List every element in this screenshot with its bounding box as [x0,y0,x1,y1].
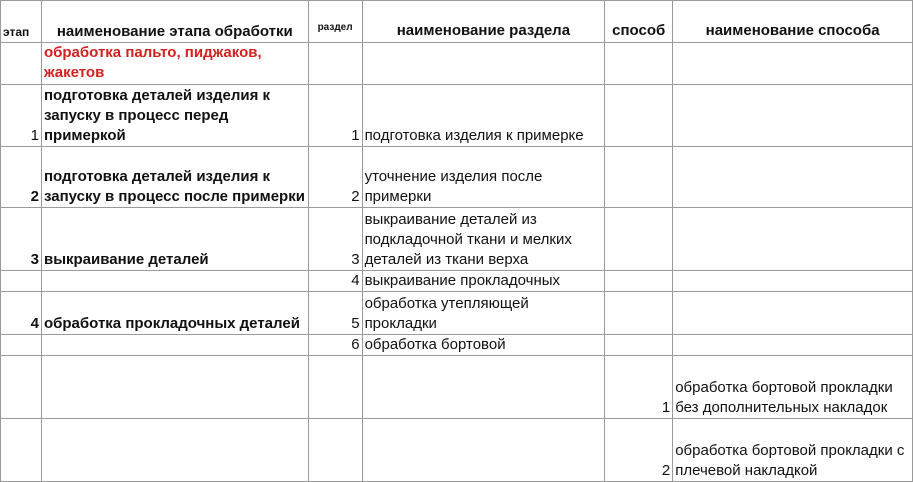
table-row [1,208,913,271]
cell-razdel: 5 [308,292,362,335]
cell-etap [1,43,42,85]
cell-etap-name: подготовка деталей изделия к запуску в процесс после примерки [41,147,308,208]
cell-etap-name [41,271,308,292]
cell-sposob-name [673,335,913,356]
cell-razdel: 3 [308,208,362,271]
header-razdel-name: наименование раздела [362,1,605,43]
cell-razdel-name: уточнение изделия после примерки [362,147,605,208]
cell-etap-name [41,356,308,419]
table-row [1,419,913,482]
header-etap-name: наименование этапа обработки [41,1,308,43]
cell-sposob: 1 [605,356,673,419]
cell-razdel-name: подготовка изделия к примерке [362,85,605,147]
cell-razdel-name [362,43,605,85]
cell-sposob [605,85,673,147]
cell-etap [1,419,42,482]
cell-razdel [308,419,362,482]
cell-razdel: 4 [308,271,362,292]
cell-etap: 2 [1,147,42,208]
cell-sposob-name [673,208,913,271]
cell-sposob-name [673,292,913,335]
cell-sposob [605,43,673,85]
cell-razdel-name [362,356,605,419]
header-row [1,1,913,43]
cell-sposob-name [673,85,913,147]
cell-razdel [308,43,362,85]
cell-sposob [605,292,673,335]
cell-etap: 1 [1,85,42,147]
cell-razdel: 2 [308,147,362,208]
cell-razdel: 6 [308,335,362,356]
cell-etap [1,335,42,356]
cell-razdel: 1 [308,85,362,147]
cell-etap-name [41,419,308,482]
cell-razdel-name [362,419,605,482]
cell-etap: 3 [1,208,42,271]
table-row [1,43,913,85]
cell-etap: 4 [1,292,42,335]
cell-sposob-name [673,147,913,208]
cell-etap-name: обработка прокладочных деталей [41,292,308,335]
cell-sposob: 2 [605,419,673,482]
cell-razdel [308,356,362,419]
header-sposob: способ [605,1,673,43]
cell-razdel-name: выкраивание прокладочных [362,271,605,292]
cell-sposob [605,335,673,356]
cell-etap-name: выкраивание деталей [41,208,308,271]
table-row [1,356,913,419]
cell-sposob [605,208,673,271]
cell-etap-name: подготовка деталей изделия к запуску в процесс перед примеркой [41,85,308,147]
table-row [1,292,913,335]
header-sposob-name: наименование способа [673,1,913,43]
table-row [1,147,913,208]
cell-sposob-name [673,271,913,292]
cell-sposob-name: обработка бортовой прокладки без дополнительных накладок [673,356,913,419]
cell-razdel-name: обработка утепляющей прокладки [362,292,605,335]
header-razdel: раздел [308,1,362,43]
cell-etap-name [41,335,308,356]
cell-sposob [605,271,673,292]
cell-etap-name: обработка пальто, пиджаков, жакетов [41,43,308,85]
cell-razdel-name: обработка бортовой [362,335,605,356]
table-row [1,85,913,147]
cell-sposob-name [673,43,913,85]
cell-etap [1,271,42,292]
cell-razdel-name: выкраивание деталей из подкладочной ткани и мелких деталей из ткани верха [362,208,605,271]
cell-etap [1,356,42,419]
table-row [1,335,913,356]
header-etap: этап [1,1,42,43]
cell-sposob [605,147,673,208]
cell-sposob-name: обработка бортовой прокладки с плечевой накладкой [673,419,913,482]
table-row [1,271,913,292]
